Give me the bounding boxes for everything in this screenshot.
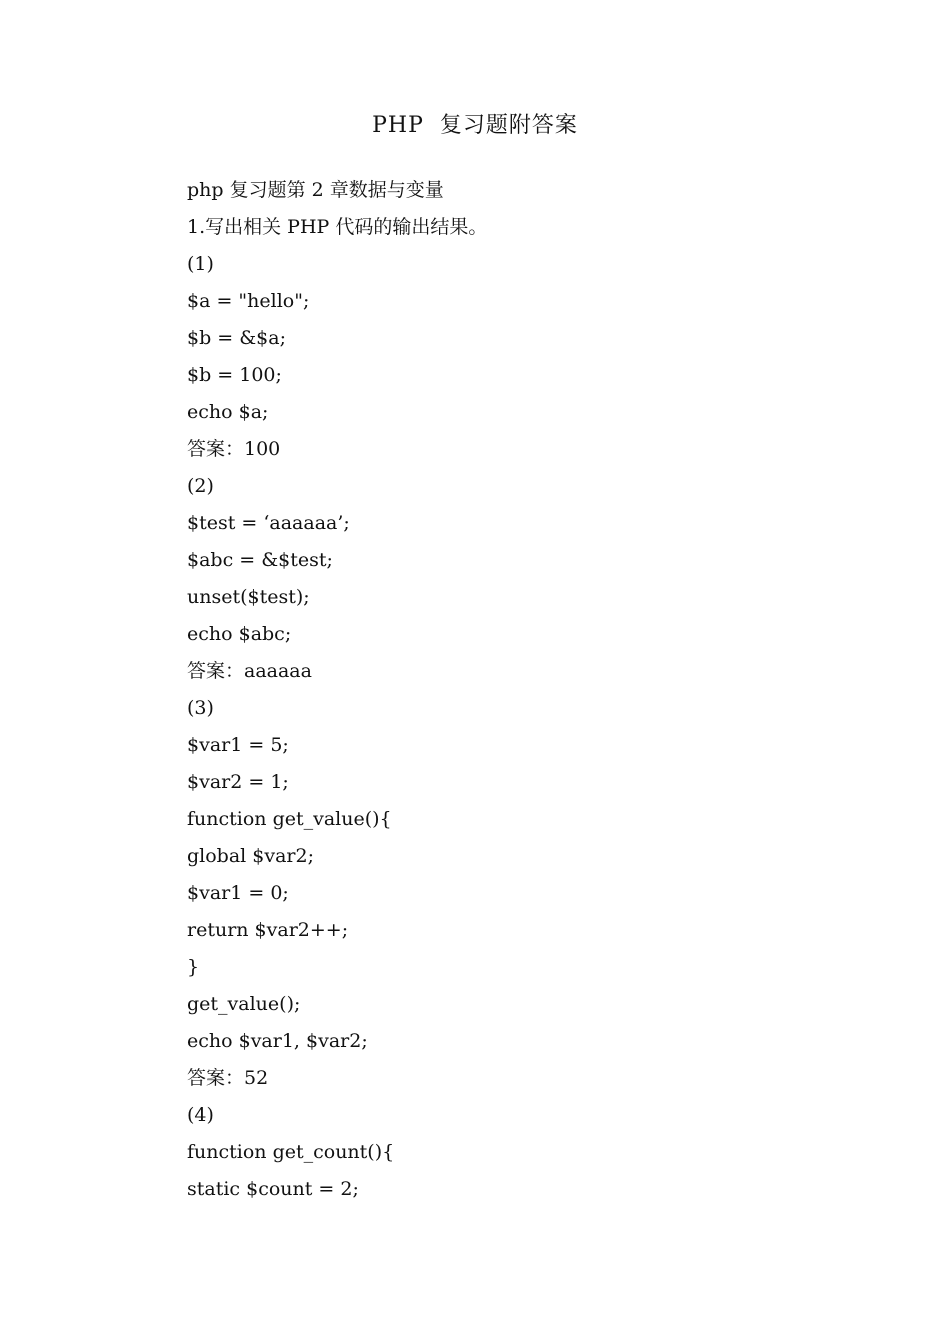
answer-line: 答案：52	[187, 1067, 269, 1089]
code-line: global $var2;	[187, 845, 315, 867]
text-line: (1)	[187, 253, 214, 275]
code-line: function get_count(){	[187, 1141, 395, 1163]
code-line: static $count = 2;	[187, 1178, 359, 1200]
text-line: php 复习题第 2 章数据与变量	[187, 179, 444, 201]
code-line: }	[187, 956, 200, 978]
code-line: unset($test);	[187, 586, 310, 608]
code-line: $abc = &$test;	[187, 549, 333, 571]
text-line: 1.写出相关 PHP 代码的输出结果。	[187, 216, 488, 238]
code-line: get_value();	[187, 993, 301, 1015]
code-line: echo $var1, $var2;	[187, 1030, 368, 1052]
code-line: $test = ‘aaaaaa’;	[187, 512, 350, 534]
code-line: $var2 = 1;	[187, 771, 289, 793]
code-line: $var1 = 0;	[187, 882, 289, 904]
code-line: return $var2++;	[187, 919, 349, 941]
text-line: (4)	[187, 1104, 214, 1126]
code-line: function get_value(){	[187, 808, 392, 830]
code-line: $a = "hello";	[187, 290, 310, 312]
code-line: $b = &$a;	[187, 327, 286, 349]
document-body	[187, 172, 887, 1208]
code-line: $b = 100;	[187, 364, 282, 386]
code-line: $var1 = 5;	[187, 734, 289, 756]
code-line: echo $a;	[187, 401, 269, 423]
text-line: (3)	[187, 697, 214, 719]
text-line: (2)	[187, 475, 214, 497]
answer-line: 答案：aaaaaa	[187, 660, 312, 682]
answer-line: 答案：100	[187, 438, 281, 460]
document-title: PHP 复习题附答案	[372, 113, 578, 138]
code-line: echo $abc;	[187, 623, 292, 645]
